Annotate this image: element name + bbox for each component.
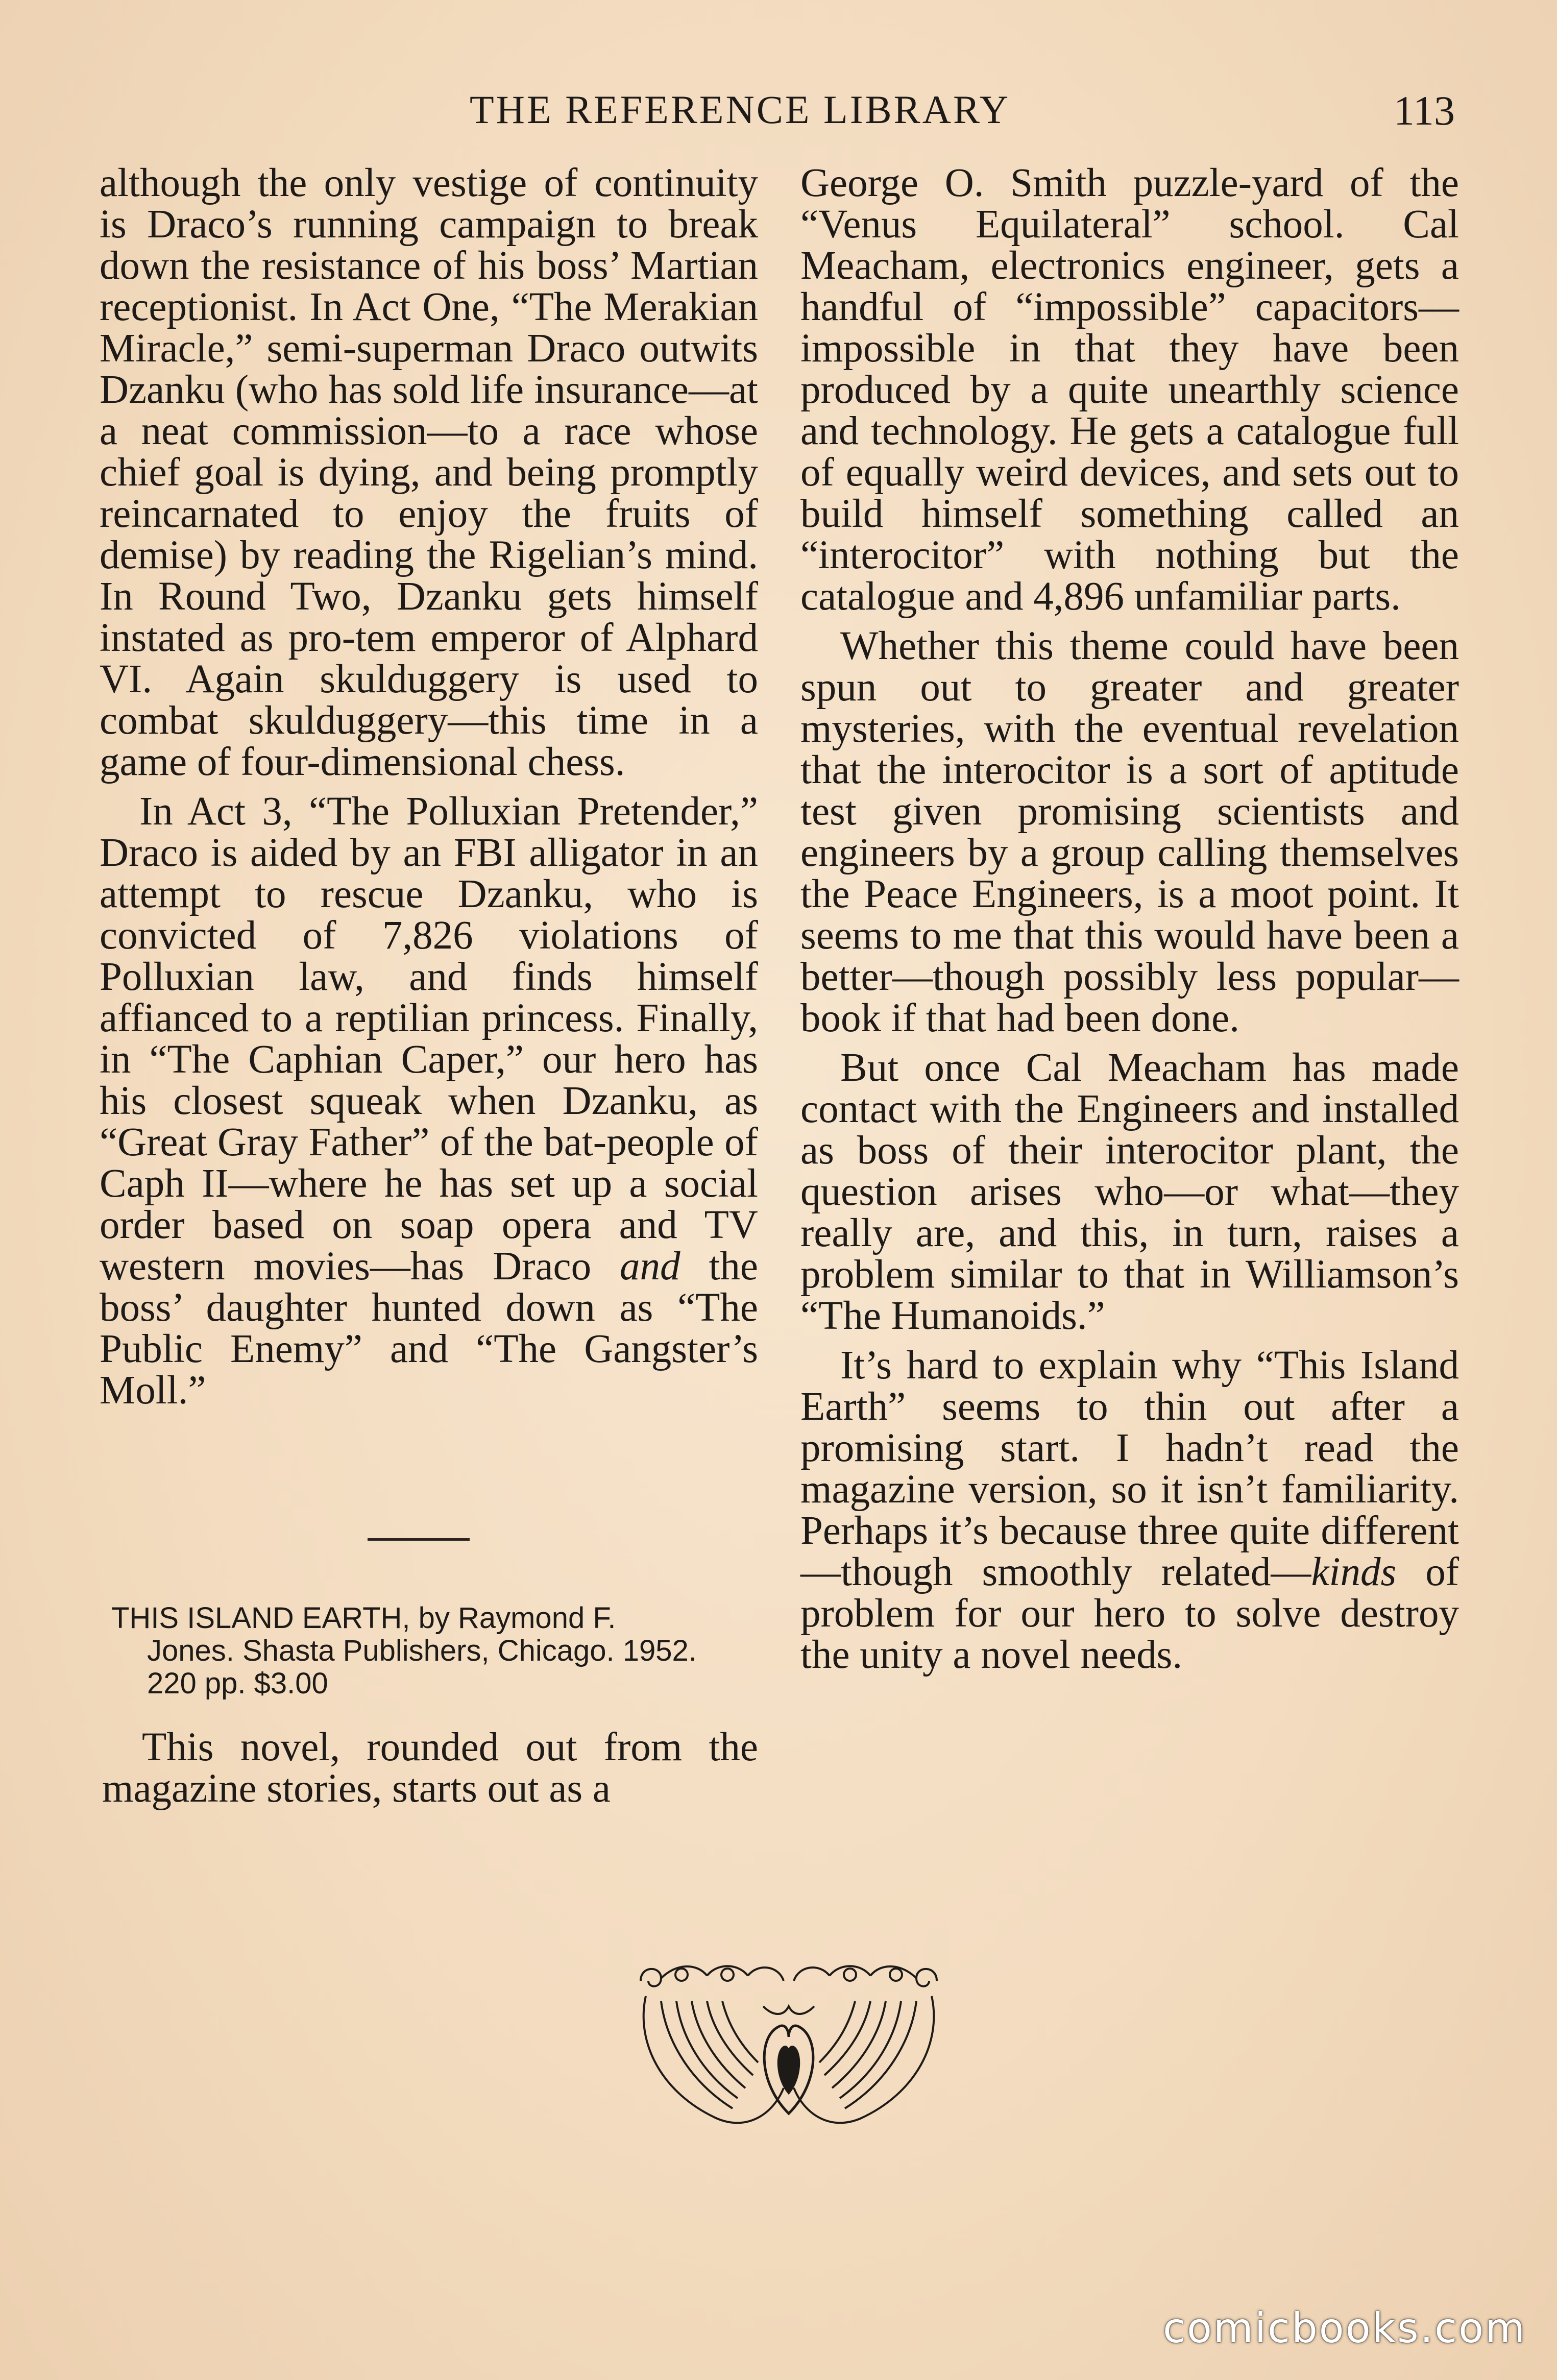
watermark-logo: comicbooks.com (1162, 2304, 1526, 2352)
running-header (97, 82, 1455, 153)
book-entry-line-2: Jones. Shasta Publishers, Chicago. 1952. (147, 1634, 697, 1667)
right-paragraph-2: Whether this theme could have been spun out to greater and greater mysteries, with the eventual revelation that the interocitor is a sort of aptitude test given promising scientists and engineers by a group calling themselves the Peace Engineers, is a moot point. It seems to me that this would have been a better—though possibly less popular—book if that had been done. (800, 624, 1459, 1040)
left-column (100, 162, 758, 1411)
right-paragraph-4-text-a: It’s hard to explain why “This Island Earth” seems to thin out after a promising start. I hadn’t read the magazine version, so it isn’t familiarity. Perhaps it’s because three quite different—though smoothly related— (800, 1343, 1459, 1594)
page-number: 113 (1394, 87, 1455, 134)
right-paragraph-4-italic: kinds (1311, 1550, 1397, 1594)
book-entry (111, 1602, 765, 1700)
left-paragraph-2-italic: and (620, 1244, 680, 1289)
right-column (800, 162, 1459, 1675)
section-divider (368, 1538, 470, 1541)
left-paragraph-2 (100, 791, 758, 1411)
right-paragraph-4 (800, 1345, 1459, 1675)
running-title: THE REFERENCE LIBRARY (470, 87, 1011, 132)
book-entry-line-3: 220 pp. $3.00 (147, 1667, 328, 1700)
right-paragraph-1: George O. Smith puzzle-yard of the “Venus Equilateral” school. Cal Meacham, electronics engineer, gets a handful of “impossible” capacitors—impossible in that they have been produced by a quite unearthly science and technology. He gets a catalogue full of equally weird devices, and sets out to build himself something called an “interocitor” with nothing but the catalogue and 4,896 unfamiliar parts. (800, 161, 1459, 619)
left-paragraph-2-text-b: the boss’ daughter hunted down as “The Public Enemy” and “The Gangster’s Moll.” (100, 1244, 758, 1413)
book-entry-line-1: THIS ISLAND EARTH, by Raymond F. (111, 1601, 616, 1635)
art-nouveau-heart-ornament-icon (630, 1960, 947, 2134)
left-paragraph-3: This novel, rounded out from the magazine stories, starts out as a (102, 1725, 758, 1811)
left-paragraph-2-text-a: In Act 3, “The Polluxian Pretender,” Draco is aided by an FBI alligator in an attempt to rescue Dzanku, who is convicted of 7,826 violations of Polluxian law, and finds himself affianced to a reptilian princess. Finally, in “The Caphian Caper,” our hero has his closest squeak when Dzanku, as “Great Gray Father” of the bat-people of Caph II—where he has set up a social order based on soap opera and TV western movies—has Draco (100, 789, 758, 1289)
left-paragraph-1: although the only vestige of continuity is Draco’s running campaign to break down the resistance of his boss’ Martian receptionist. In Act One, “The Merakian Miracle,” semi-superman Draco outwits Dzanku (who has sold life insurance—at a neat commission—to a race whose chief goal is dying, and being promptly reincarnated to enjoy the fruits of demise) by reading the Rigelian’s mind. In Round Two, Dzanku gets himself instated as pro-tem emperor of Alphard VI. Again skulduggery is used to combat skulduggery—this time in a game of four-dimensional chess. (100, 161, 758, 784)
right-paragraph-4-text-b: of problem for our hero to solve destroy the unity a novel needs. (800, 1550, 1459, 1677)
left-column-bottom (102, 1727, 758, 1809)
right-paragraph-3: But once Cal Meacham has made contact with the Engineers and installed as boss of their interocitor plant, the question arises who—or what—they really are, and this, in turn, raises a problem similar to that in Williamson’s “The Humanoids.” (800, 1046, 1459, 1338)
